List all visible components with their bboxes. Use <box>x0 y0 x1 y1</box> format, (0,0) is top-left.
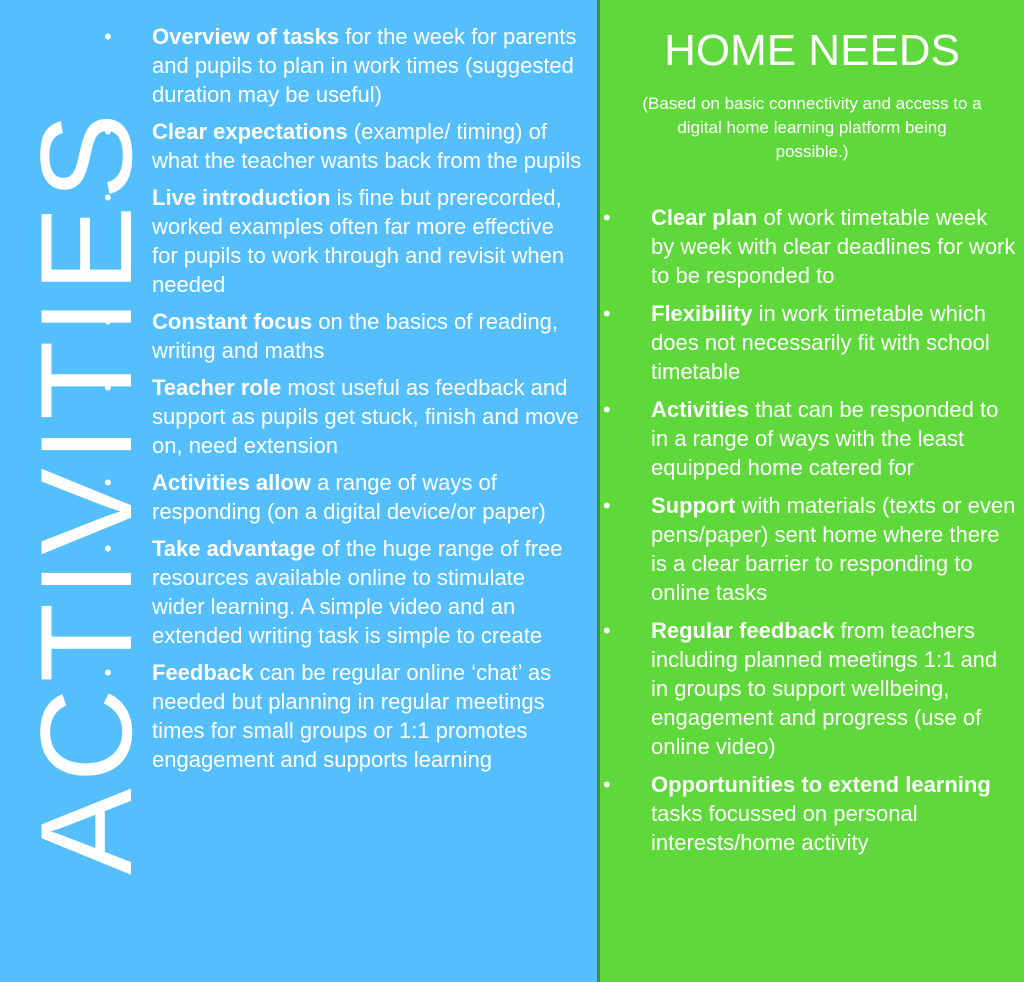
item-bold-lead: Live introduction <box>152 185 331 210</box>
item-text: with materials (texts or even pens/paper) sent home where there is a clear barrier to responding to online tasks <box>651 493 1016 605</box>
item-bold-lead: Constant focus <box>152 309 313 334</box>
item-bold-lead: Support <box>651 493 736 518</box>
item-bold-lead: Teacher role <box>152 375 282 400</box>
item-text: for the week for parents and pupils to plan in work times (suggested duration may be useful) <box>152 24 577 107</box>
list-item <box>651 491 1016 607</box>
list-item <box>651 395 1016 482</box>
list-item <box>152 183 582 299</box>
list-item <box>651 203 1016 290</box>
item-text: a range of ways of responding (on a digital device/or paper) <box>152 470 546 524</box>
item-bold-lead: Activities allow <box>152 470 311 495</box>
home-needs-note: (Based on basic connectivity and access to a digital home learning platform being possible.) <box>642 94 982 161</box>
list-item <box>152 22 582 109</box>
list-item <box>152 307 582 365</box>
home-needs-title: HOME NEEDS <box>664 26 960 75</box>
item-text: that can be responded to in a range of ways with the least equipped home catered for <box>651 397 999 480</box>
list-item <box>152 117 582 175</box>
item-text: (example/ timing) of what the teacher wants back from the pupils <box>152 119 582 173</box>
item-text: is fine but prerecorded, worked examples often far more effective for pupils to work through and revisit when needed <box>152 185 565 297</box>
item-text: can be regular online ‘chat’ as needed but planning in regular meetings times for small groups or 1:1 promotes engagement and supports learning <box>152 660 552 772</box>
list-item <box>152 373 582 460</box>
list-item <box>152 658 582 774</box>
item-bold-lead: Flexibility <box>651 301 753 326</box>
item-bold-lead: Take advantage <box>152 536 316 561</box>
list-item <box>152 534 582 650</box>
list-item <box>152 468 582 526</box>
item-bold-lead: Opportunities to extend learning <box>651 772 991 797</box>
item-text: in work timetable which does not necessarily fit with school timetable <box>651 301 990 384</box>
activities-vertical-title: ACTIVITIES <box>13 107 159 875</box>
list-item <box>651 770 1016 857</box>
list-item <box>651 299 1016 386</box>
item-text: of the huge range of free resources available online to stimulate wider learning. A simple video and an extended writing task is simple to create <box>152 536 563 648</box>
item-text: on the basics of reading, writing and maths <box>152 309 558 363</box>
activities-list <box>152 22 582 782</box>
item-text: of work timetable week by week with clear deadlines for work to be responded to <box>651 205 1016 288</box>
list-item <box>651 616 1016 761</box>
item-text: tasks focussed on personal interests/home activity <box>651 801 918 855</box>
item-bold-lead: Activities <box>651 397 749 422</box>
item-bold-lead: Clear plan <box>651 205 758 230</box>
item-text: from teachers including planned meetings 1:1 and in groups to support wellbeing, engagement and progress (use of online video) <box>651 618 998 759</box>
item-bold-lead: Feedback <box>152 660 254 685</box>
home-needs-list <box>651 203 1016 866</box>
item-bold-lead: Clear expectations <box>152 119 348 144</box>
item-bold-lead: Overview of tasks <box>152 24 340 49</box>
item-bold-lead: Regular feedback <box>651 618 835 643</box>
item-text: most useful as feedback and support as pupils get stuck, finish and move on, need extension <box>152 375 579 458</box>
